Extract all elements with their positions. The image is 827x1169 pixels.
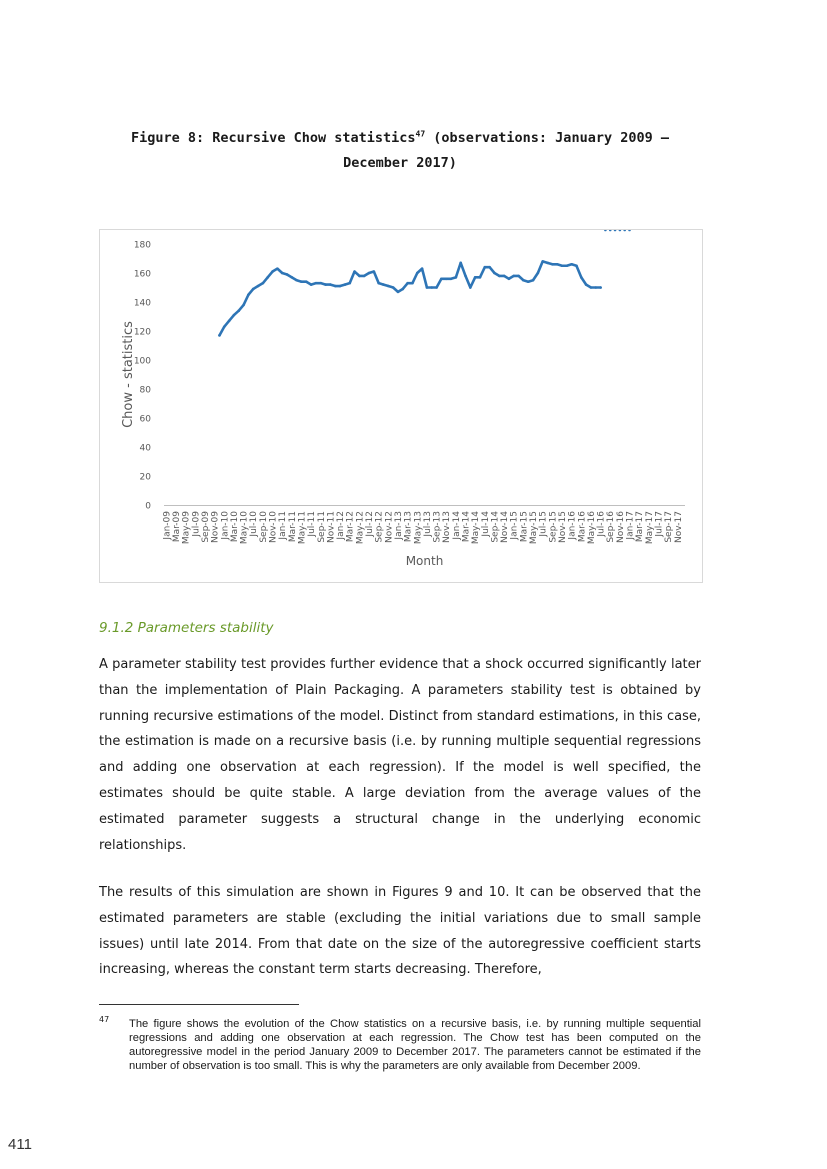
y-tick-label: 180 xyxy=(133,240,151,251)
data-point xyxy=(566,264,569,267)
data-point xyxy=(392,286,395,289)
data-point xyxy=(257,285,260,288)
data-point xyxy=(541,260,544,263)
data-point xyxy=(368,272,371,275)
x-tick-label: Jan-10 xyxy=(220,511,231,540)
data-point xyxy=(474,276,477,279)
x-tick-label: Jan-13 xyxy=(393,511,404,540)
data-point xyxy=(512,275,515,278)
data-point xyxy=(247,293,250,296)
data-point xyxy=(252,288,255,291)
x-tick-label: Mar-17 xyxy=(635,511,646,543)
data-point xyxy=(305,280,308,283)
x-tick-label: May-17 xyxy=(644,511,655,545)
x-tick-label: Sep-14 xyxy=(490,511,501,543)
y-tick-label: 160 xyxy=(133,269,151,280)
footnote-number: 47 xyxy=(99,1015,110,1024)
data-point xyxy=(484,266,487,269)
x-tick-label: Nov-13 xyxy=(442,511,453,544)
data-point xyxy=(435,286,438,289)
section-heading: 9.1.2 Parameters stability xyxy=(99,620,274,636)
data-point xyxy=(599,286,602,289)
x-tick-label: Jul-11 xyxy=(307,511,318,537)
x-tick-label: Mar-09 xyxy=(172,511,183,543)
data-point xyxy=(300,280,303,283)
page-number: 411 xyxy=(8,1136,32,1153)
data-point xyxy=(406,282,409,285)
data-point xyxy=(310,283,313,286)
data-point xyxy=(358,275,361,278)
data-point xyxy=(218,334,221,337)
data-point xyxy=(276,267,279,270)
data-point xyxy=(334,285,337,288)
data-point xyxy=(498,275,501,278)
data-point xyxy=(286,273,289,276)
x-tick-label: Jul-12 xyxy=(365,511,376,537)
data-point xyxy=(266,276,269,279)
x-tick-label: Jan-15 xyxy=(509,511,520,540)
x-tick-label: Nov-12 xyxy=(384,511,395,544)
x-tick-label: Mar-15 xyxy=(519,511,530,543)
data-point xyxy=(319,282,322,285)
data-point xyxy=(508,278,511,281)
data-point xyxy=(440,278,443,281)
x-tick-label: Mar-11 xyxy=(287,511,298,543)
data-point xyxy=(315,282,318,285)
paragraph-2: The results of this simulation are shown in Figures 9 and 10. It can be observed that the estimated parameters are stable (excluding the initial variations due to small sample issues) until late 2014. From that date on the size of the autoregressive coefficient starts increasing, whereas the constant term starts decreasing. Therefore, xyxy=(99,885,701,978)
data-point xyxy=(411,282,414,285)
paragraph-1: A parameter stability test provides further evidence that a shock occurred significantly later than the implementation of Plain Packaging. A parameters stability test is obtained by running recursive estimations of the model. Distinct from standard estimations, in this case, the estimation is made on a recursive basis (i.e. by running multiple sequential regressions and adding one observation at each regression). If the model is well specified, the estimates should be quite stable. A large deviation from the average values of the estimated parameter suggests a structural change in the underlying economic relationships. xyxy=(99,657,701,853)
data-point xyxy=(242,304,245,307)
x-tick-label: May-10 xyxy=(239,511,250,545)
x-tick-label: May-09 xyxy=(181,511,192,545)
data-point xyxy=(455,276,458,279)
data-point xyxy=(295,279,298,282)
data-point xyxy=(223,325,226,328)
x-tick-label: Jul-13 xyxy=(422,511,433,537)
footnote-ref: 47 xyxy=(415,129,426,139)
data-point xyxy=(387,285,390,288)
x-tick-label: Jul-10 xyxy=(249,511,260,537)
x-tick-label: Nov-14 xyxy=(500,511,511,544)
data-point xyxy=(479,276,482,279)
series-line xyxy=(219,261,600,335)
x-tick-label: Nov-15 xyxy=(557,511,568,544)
x-tick-label: Mar-16 xyxy=(577,511,588,543)
data-point xyxy=(397,291,400,294)
x-axis-title: Month xyxy=(405,554,444,568)
x-tick-label: Jan-11 xyxy=(278,511,289,540)
data-point xyxy=(363,275,366,278)
data-point xyxy=(537,272,540,275)
figure-title xyxy=(100,126,700,176)
data-point xyxy=(488,266,491,269)
y-tick-label: 20 xyxy=(139,472,151,483)
x-tick-label: Nov-10 xyxy=(268,511,279,544)
x-tick-label: Sep-10 xyxy=(258,511,269,543)
x-tick-label: May-12 xyxy=(355,511,366,545)
data-point xyxy=(503,275,506,278)
data-point xyxy=(614,230,617,231)
y-tick-label: 60 xyxy=(139,414,151,425)
x-tick-label: Mar-13 xyxy=(403,511,414,543)
data-point xyxy=(532,279,535,282)
data-point xyxy=(416,272,419,275)
x-tick-label: Sep-12 xyxy=(374,511,385,543)
x-tick-label: Nov-17 xyxy=(673,511,684,544)
data-point xyxy=(271,270,274,273)
data-point xyxy=(522,279,525,282)
data-point xyxy=(580,276,583,279)
x-tick-label: Jan-17 xyxy=(625,511,636,540)
x-tick-label: Nov-09 xyxy=(210,511,221,544)
x-tick-label: Sep-09 xyxy=(201,511,212,543)
x-tick-label: Jan-12 xyxy=(336,511,347,540)
x-tick-label: Jul-17 xyxy=(654,511,665,537)
y-tick-label: 40 xyxy=(139,443,151,454)
x-tick-label: May-15 xyxy=(529,511,540,545)
x-tick-label: Jan-16 xyxy=(567,511,578,540)
data-point xyxy=(517,275,520,278)
data-point xyxy=(353,270,356,273)
x-tick-label: May-11 xyxy=(297,511,308,545)
x-tick-label: Jul-14 xyxy=(480,511,491,537)
x-tick-label: May-14 xyxy=(471,511,482,545)
x-tick-label: Nov-11 xyxy=(326,511,337,544)
x-tick-label: Jul-09 xyxy=(191,511,202,537)
data-point xyxy=(585,283,588,286)
y-tick-label: 100 xyxy=(133,356,151,367)
footnote-text: The figure shows the evolution of the Chow statistics on a recursive basis, i.e. by running multiple sequential regressions and adding one observation at each regression. The Chow test has been computed on the autoregressive model in the period January 2009 to December 2017. The parameters cannot be estimated if the number of observation is too small. This is why the parameters are only available from December 2009. xyxy=(129,1018,701,1072)
data-point xyxy=(430,286,433,289)
y-tick-label: 0 xyxy=(145,501,151,512)
data-point xyxy=(445,278,448,281)
y-tick-label: 140 xyxy=(133,298,151,309)
data-point xyxy=(426,286,429,289)
x-tick-label: Sep-13 xyxy=(432,511,443,543)
x-tick-label: Jul-16 xyxy=(596,511,607,537)
data-point xyxy=(594,286,597,289)
data-point xyxy=(344,283,347,286)
x-tick-label: Mar-10 xyxy=(229,511,240,543)
data-point xyxy=(382,283,385,286)
data-point xyxy=(450,278,453,281)
data-point xyxy=(570,263,573,266)
data-point xyxy=(348,282,351,285)
data-point xyxy=(373,270,376,273)
data-point xyxy=(464,275,467,278)
data-point xyxy=(233,314,236,317)
data-point xyxy=(329,283,332,286)
x-tick-label: Sep-15 xyxy=(548,511,559,543)
chart-container xyxy=(99,229,703,583)
y-axis-title: Chow - statistics xyxy=(121,321,136,428)
x-tick-label: Nov-16 xyxy=(615,511,626,544)
footnote-divider xyxy=(99,1004,299,1005)
data-point xyxy=(377,282,380,285)
data-point xyxy=(324,283,327,286)
chow-line-chart xyxy=(100,230,702,582)
data-point xyxy=(421,267,424,270)
data-point xyxy=(623,230,626,231)
x-tick-label: Mar-14 xyxy=(461,511,472,543)
data-point xyxy=(590,286,593,289)
x-tick-label: Mar-12 xyxy=(345,511,356,543)
data-point xyxy=(237,309,240,312)
data-point xyxy=(339,285,342,288)
x-tick-label: Jan-09 xyxy=(162,511,173,540)
data-point xyxy=(604,230,607,231)
data-point xyxy=(493,272,496,275)
x-tick-label: May-16 xyxy=(586,511,597,545)
data-point xyxy=(459,262,462,265)
data-point xyxy=(527,280,530,283)
data-point xyxy=(546,262,549,265)
figure-title-text: Figure 8: Recursive Chow statistics xyxy=(131,130,416,146)
x-tick-label: Sep-11 xyxy=(316,511,327,543)
x-tick-label: Sep-16 xyxy=(606,511,617,543)
data-point xyxy=(551,263,554,266)
data-point xyxy=(575,264,578,267)
data-point xyxy=(609,230,612,231)
x-tick-label: May-13 xyxy=(413,511,424,545)
data-point xyxy=(619,230,622,231)
data-point xyxy=(281,272,284,275)
data-point xyxy=(291,276,294,279)
data-point xyxy=(628,230,631,231)
x-tick-label: Jul-15 xyxy=(538,511,549,537)
data-point xyxy=(262,282,265,285)
data-point xyxy=(556,263,559,266)
data-point xyxy=(401,288,404,291)
data-point xyxy=(228,320,231,323)
x-tick-label: Sep-17 xyxy=(664,511,675,543)
figure-title-rest: (observations: January 2009 – December 2017) xyxy=(343,130,669,171)
y-tick-label: 120 xyxy=(133,327,151,338)
data-point xyxy=(469,286,472,289)
y-tick-label: 80 xyxy=(139,385,151,396)
data-point xyxy=(561,264,564,267)
x-tick-label: Jan-14 xyxy=(451,511,462,540)
